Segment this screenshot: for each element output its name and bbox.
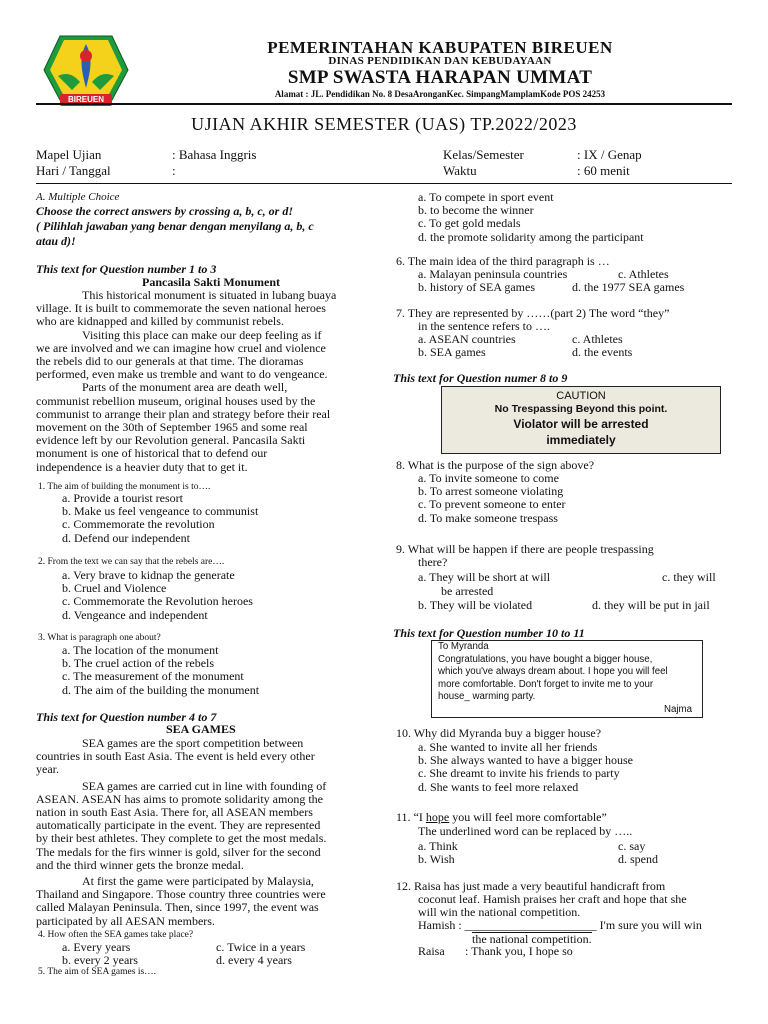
q1-option-d[interactable]: d. Defend our independent (62, 530, 190, 545)
passage-line: movement on the 30th of September 1965 and some real (36, 420, 308, 435)
text4-intro: This text for Question number 10 to 11 (393, 626, 585, 640)
q5-stem: 5. The aim of SEA games is…. (38, 967, 157, 977)
q12-stem: 12. Raisa has just made a very beautiful handicraft from (396, 879, 666, 893)
q8-options (418, 472, 566, 525)
q1-option-b[interactable]: b. Make us feel vengeance to communist (62, 504, 259, 519)
q4-option-d[interactable]: d. every 4 years (216, 953, 292, 967)
q1-option-a[interactable]: a. Provide a tourist resort (62, 491, 183, 505)
card-recipient: To Myranda (438, 641, 489, 652)
passage-line: monument is one of historical that to defend our (36, 446, 268, 461)
text2-passage (36, 737, 376, 928)
q10-options (418, 741, 633, 794)
info-rule (36, 183, 732, 184)
q2-stem: 2. From the text we can say that the rebels are…. (38, 557, 225, 567)
q9-option-d[interactable]: d. they will be put in jail (592, 598, 710, 612)
passage-line: Visiting this place can make our deep feeling as if (82, 327, 322, 342)
text1-intro: This text for Question number 1 to 3 (36, 262, 217, 276)
q3-options (62, 644, 259, 697)
exam-title: UJIAN AKHIR SEMESTER (UAS) TP.2022/2023 (191, 114, 577, 134)
text3-intro: This text for Question numer 8 to 9 (393, 371, 568, 385)
q9-option-a-cont: be arrested (441, 584, 494, 598)
header-rule (36, 103, 732, 105)
card-line: more comfortable. Don't forget to invite me to your (438, 678, 654, 690)
passage-line: automatically participate in the event. They are represented (36, 818, 321, 833)
q10-stem: 10. Why did Myranda buy a bigger house? (396, 726, 602, 740)
raisa-label: Raisa (418, 944, 445, 958)
card-line: Congratulations, you have bought a bigger house, (438, 653, 653, 665)
q9-option-b[interactable]: b. They will be violated (418, 598, 533, 612)
passage-line: year. (36, 762, 59, 777)
section-label: A. Multiple Choice (36, 191, 120, 203)
q6-option-c[interactable]: c. Athletes (618, 267, 669, 281)
caution-warning: Violator will be arrested (513, 417, 649, 431)
header-government: PEMERINTAHAN KABUPATEN BIREUEN (267, 38, 613, 57)
q5-option-b[interactable]: b. to become the winner (418, 203, 534, 218)
q11-option-a[interactable]: a. Think (418, 839, 458, 853)
q3-option-b[interactable]: b. The cruel action of the rebels (62, 656, 215, 671)
q1-option-c[interactable]: c. Commemorate the revolution (62, 517, 215, 532)
passage-line: SEA games are the sport competition between (82, 736, 304, 750)
mapel-value: : Bahasa Inggris (172, 147, 257, 162)
passage-line: ASEAN. ASEAN has aims to promote solidarity among the (36, 791, 323, 806)
passage-line: performed, even make us tremble and want to do vengeance. (36, 367, 328, 382)
q11-stem-pre: 11. “I (396, 810, 426, 824)
text1-passage (36, 289, 376, 474)
kelas-label: Kelas/Semester (443, 147, 524, 162)
card-line: which you've always dream about. I hope you will feel (438, 666, 668, 678)
q4-stem: 4. How often the SEA games take place? (38, 930, 194, 940)
caution-sign (441, 386, 721, 454)
q12-hamish-line-cont: the national competition. (472, 932, 592, 946)
mapel-label: Mapel Ujian (36, 147, 102, 162)
q5-option-c[interactable]: c. To get gold medals (418, 216, 521, 231)
q12-hamish-line (418, 919, 702, 932)
q11-option-b[interactable]: b. Wish (418, 852, 455, 866)
q9-stem: 9. What will be happen if there are people trespassing (396, 542, 654, 556)
q2-options (62, 569, 253, 622)
q6-option-d[interactable]: d. the 1977 SEA games (572, 280, 685, 294)
passage-line: The medals for the firs winner is gold, silver for the second (36, 844, 321, 859)
q9-option-c[interactable]: c. they will (662, 570, 716, 584)
passage-line: Thailand and Singapore. Those country three countries were (36, 887, 326, 902)
q7-stem-cont: in the sentence refers to …. (418, 319, 550, 333)
passage-line: communist to arrange their plan and strategy before their real (36, 406, 331, 421)
passage-line: the rebels did to our generals at that time. The dioramas (36, 354, 304, 369)
q10-option-a[interactable]: a. She wanted to invite all her friends (418, 740, 598, 754)
passage-line: This historical monument is situated in lubang buaya (82, 288, 337, 302)
logo-banner-text: BIREUEN (67, 95, 104, 104)
q12-stem-line: coconut leaf. Hamish praises her craft and hope that she (418, 892, 687, 906)
passage-line: participated by all AESAN members. (36, 913, 215, 928)
q8-option-a[interactable]: a. To invite someone to come (418, 471, 559, 485)
q11-underlined-word: hope (425, 810, 450, 824)
q2-option-d[interactable]: d. Vengeance and independent (62, 607, 208, 622)
passage-line: independence is a heavier duty that to get it. (36, 459, 248, 474)
hamish-label: Hamish : (418, 918, 462, 932)
text1-title: Pancasila Sakti Monument (142, 275, 281, 289)
passage-line: Parts of the monument area are death well, (82, 380, 288, 395)
q3-option-d[interactable]: d. The aim of the building the monument (62, 682, 260, 697)
q8-stem: 8. What is the purpose of the sign above? (396, 458, 595, 472)
q8-option-b[interactable]: b. To arrest someone violating (418, 484, 564, 499)
q4-option-b[interactable]: b. every 2 years (62, 953, 138, 967)
q2-option-c[interactable]: c. Commemorate the Revolution heroes (62, 594, 253, 609)
passage-line: we are involved and we can imagine how cruel and violence (36, 340, 326, 355)
q6-option-b[interactable]: b. history of SEA games (418, 280, 535, 294)
passage-line: communist rebellion museum, original houses used by the (36, 393, 316, 408)
q7-option-b[interactable]: b. SEA games (418, 345, 486, 359)
text2-intro: This text for Question number 4 to 7 (36, 710, 217, 724)
hari-label: Hari / Tanggal (36, 163, 111, 178)
q1-stem: 1. The aim of building the monument is to…. (38, 482, 211, 492)
passage-line: by their best athletes. They complete to get the most medals. (36, 831, 327, 846)
hamish-text: I'm sure you will win (596, 918, 702, 932)
q8-option-d[interactable]: d. To make someone trespass (418, 510, 558, 525)
header-address: Alamat : JL. Pendidikan No. 8 DesaAronganKec. SimpangMamplamKode POS 24253 (274, 89, 606, 99)
q7-stem: 7. They are represented by ……(part 2) The word “they” (396, 306, 670, 320)
passage-line: countries in south East Asia. The event is held every other (36, 749, 315, 764)
answer-blank[interactable]: ______________________ (464, 918, 597, 932)
greeting-card (431, 640, 703, 718)
q2-option-b[interactable]: b. Cruel and Violence (62, 581, 167, 596)
passage-line: called Malayan Peninsula. Then, since 1997, the event was (36, 900, 319, 915)
q6-option-a[interactable]: a. Malayan peninsula countries (418, 267, 568, 281)
q11-stem-cont: The underlined word can be replaced by ….. (418, 824, 633, 838)
hari-value: : (172, 163, 176, 178)
card-signature: Najma (664, 703, 692, 715)
q4-option-c[interactable]: c. Twice in a years (216, 940, 306, 954)
q11-stem (396, 811, 607, 824)
q4-option-a[interactable]: a. Every years (62, 940, 131, 954)
q5-option-d[interactable]: d. the promote solidarity among the participant (418, 229, 644, 244)
caution-warning-cont: immediately (546, 433, 616, 447)
q6-stem: 6. The main idea of the third paragraph is … (396, 254, 610, 268)
instruction-english: Choose the correct answers by crossing a, b, c, or d! (36, 204, 294, 218)
passage-line: SEA games are carried cut in line with founding of (82, 778, 327, 793)
q7-option-d[interactable]: d. the events (572, 345, 633, 359)
q11-option-c[interactable]: c. say (618, 839, 646, 853)
q9-option-a[interactable]: a. They will be short at will (418, 570, 551, 584)
passage-line: At first the game were participated by Malaysia, (82, 874, 314, 889)
waktu-value: : 60 menit (577, 163, 630, 178)
instruction-indonesian: ( Pilihlah jawaban yang benar dengan menyilang a, b, c (36, 219, 314, 233)
q7-option-a[interactable]: a. ASEAN countries (418, 332, 516, 346)
passage-line: village. It is built to commemorate the seven national heroes (36, 301, 326, 316)
kelas-value: : IX / Genap (577, 147, 642, 162)
caution-heading: CAUTION (556, 390, 606, 402)
raisa-text: : Thank you, I hope so (465, 944, 573, 958)
q1-options (62, 492, 258, 545)
caution-text: No Trespassing Beyond this point. (494, 403, 668, 415)
q11-option-d[interactable]: d. spend (618, 852, 658, 866)
header-department: DINAS PENDIDIKAN DAN KEBUDAYAAN (328, 55, 552, 67)
waktu-label: Waktu (443, 163, 477, 178)
text2-title: SEA GAMES (166, 722, 236, 736)
q2-option-a[interactable]: a. Very brave to kidnap the generate (62, 568, 235, 582)
q7-option-c[interactable]: c. Athletes (572, 332, 623, 346)
q10-option-b[interactable]: b. She always wanted to have a bigger house (418, 753, 633, 768)
q12-stem-line: will win the national competition. (418, 905, 581, 919)
q5-options (418, 191, 644, 244)
header-school-name: SMP SWASTA HARAPAN UMMAT (287, 67, 593, 88)
passage-line: and the third winner gets the bronze medal. (36, 857, 244, 872)
q10-option-c[interactable]: c. She dreamt to invite his friends to party (418, 766, 620, 781)
q9-stem-cont: there? (418, 555, 448, 569)
passage-line: who are kidnapped and killed by communist rebels. (36, 314, 284, 329)
passage-line: nation in south East Asia. There for, all ASEAN members (36, 805, 313, 820)
q3-option-c[interactable]: c. The measurement of the monument (62, 669, 244, 684)
q11-stem-post: you will feel more comfortable” (449, 810, 607, 824)
q3-option-a[interactable]: a. The location of the monument (62, 643, 219, 657)
q5-option-a[interactable]: a. To compete in sport event (418, 190, 554, 204)
q3-stem: 3. What is paragraph one about? (38, 633, 161, 643)
passage-line: evidence left by our Revolution general. Pancasila Sakti (36, 433, 306, 448)
instruction-indonesian-cont: atau d)! (36, 234, 76, 248)
card-line: house_ warming party. (438, 691, 536, 703)
q10-option-d[interactable]: d. She wants to feel more relaxed (418, 779, 579, 794)
q8-option-c[interactable]: c. To prevent someone to enter (418, 497, 566, 512)
